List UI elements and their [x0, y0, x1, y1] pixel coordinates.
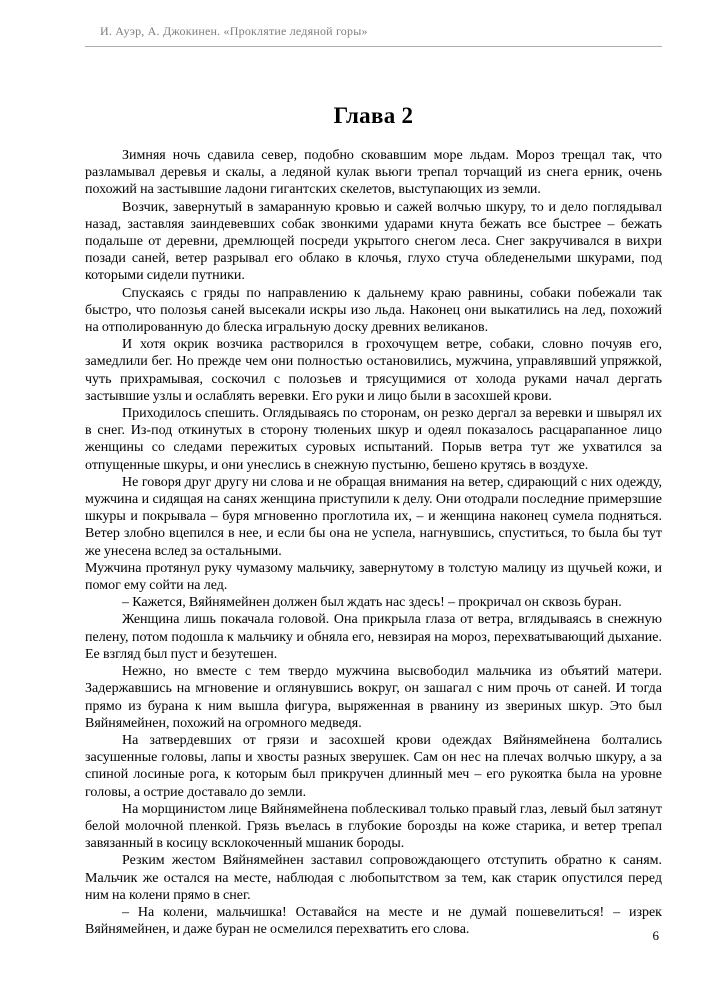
paragraph: Нежно, но вместе с тем твердо мужчина высвободил мальчика из объятий матери. Задержавшись на мгновение и оглянувшись вокруг, он зашагал с ним прочь от саней. И тогда прямо из бурана к ним вышла фигура, выряженная в рванину из звериных шкур. Это был Вяйнямейнен, похожий на огромного медведя.: [85, 664, 662, 731]
paragraph: Мужчина протянул руку чумазому мальчику, завернутому в толстую малицу из щучьей кожи, и помог ему сойти на лед.: [85, 560, 662, 594]
header-rule: [85, 46, 662, 47]
text-block: [85, 147, 662, 938]
chapter-title: Глава 2: [333, 103, 414, 128]
paragraph-dialogue: – Кажется, Вяйнямейнен должен был ждать нас здесь! – прокричал он сквозь буран.: [122, 595, 622, 611]
paragraph: Приходилось спешить. Оглядываясь по сторонам, он резко дергал за веревки и швырял их в снег. Из-под откинутых в сторону тюленьих шкур и одеял показалось расцарапанное лицо женщины со следами пережитых суровых испытаний. Порыв ветра тут же ухватился за отпущенные шкуры, и они унеслись в снежную пустыню, бешено крутясь в воздухе.: [85, 406, 662, 473]
paragraph: И хотя окрик возчика растворился в грохочущем ветре, собаки, словно почуяв его, замедлили бег. Но прежде чем они полностью остановились, мужчина, управлявший упряжкой, чуть прихрамывая, соскочил с полозьев и трясущимися от холода руками начал дергать застывшие узлы и ослаблять веревки. Его руки и лицо были в засохшей крови.: [85, 337, 662, 404]
paragraph: Женщина лишь покачала головой. Она прикрыла глаза от ветра, вглядываясь в снежную пелену, потом подошла к мальчику и обняла его, невзирая на мороз, перехватывающий дыхание. Ее взгляд был пуст и безутешен.: [85, 612, 662, 662]
paragraph-dialogue: – На колени, мальчишка! Оставайся на месте и не думай пошевелиться! – изрек Вяйнямейнен, и даже буран не осмелился перехватить его слова.: [85, 904, 662, 938]
paragraph: Зимняя ночь сдавила север, подобно сковавшим море льдам. Мороз трещал так, что разламывал деревья и скалы, а ледяной кулак вьюги трепал торчащий из снега ерник, очень похожий на застывшие ладони гигантских скелетов, выступающих из земли.: [85, 148, 662, 198]
paragraph: Не говоря друг другу ни слова и не обращая внимания на ветер, сдирающий с них одежду, мужчина и сидящая на санях женщина приступили к делу. Они отодрали последние примерзшие шкуры и покрывала – буря мгновенно проглотила их, – и женщина наконец сумела подняться. Ветер злобно вцепился в нее, и если бы она не успела, нагнувшись, спуститься, то была бы тут же унесена вслед за остальными.: [85, 474, 662, 559]
running-header: [85, 24, 662, 39]
paragraph: На затвердевших от грязи и засохшей крови одеждах Вяйнямейнена болтались засушенные головы, лапы и хвосты разных зверушек. Сам он нес на плечах волчью шкуру, а за спиной лосиные рога, к которым был прикручен длинный меч – его рукоятка была на уровне головы, а острие доставало до земли.: [85, 732, 662, 800]
page-number: 6: [652, 928, 659, 943]
paragraph: Возчик, завернутый в замаранную кровью и сажей волчью шкуру, то и дело поглядывал назад, заставляя заиндевевших собак звонкими ударами кнута бежать все быстрее – бежать подальше от деревни, дремлющей посреди укрытого снегом леса. Снег закручивался в вихри позади саней, ветер разрывал его облако в клочья, глухо стуча обледенелыми шкурами, под которыми сидели путники.: [85, 199, 662, 284]
running-header-text: И. Ауэр, А. Джокинен. «Проклятие ледяной горы»: [100, 24, 368, 38]
paragraph: Резким жестом Вяйнямейнен заставил сопровождающего отступить обратно к саням. Мальчик же остался на месте, наблюдая с любопытством за тем, как старик опустился перед ним на колени прямо в снег.: [85, 853, 662, 903]
paragraph: Спускаясь с гряды по направлению к дальнему краю равнины, собаки побежали так быстро, что полозья саней высекали искры изо льда. Наконец они выкатились на лед, похожий на отполированную до блеска игральную доску древних великанов.: [85, 285, 662, 336]
paragraph: На морщинистом лице Вяйнямейнена поблескивал только правый глаз, левый был затянут белой молочной пленкой. Грязь въелась в глубокие борозды на коже старика, и ветер трепал завязанный в косицу всклокоченный мшаник бороды.: [85, 801, 662, 852]
